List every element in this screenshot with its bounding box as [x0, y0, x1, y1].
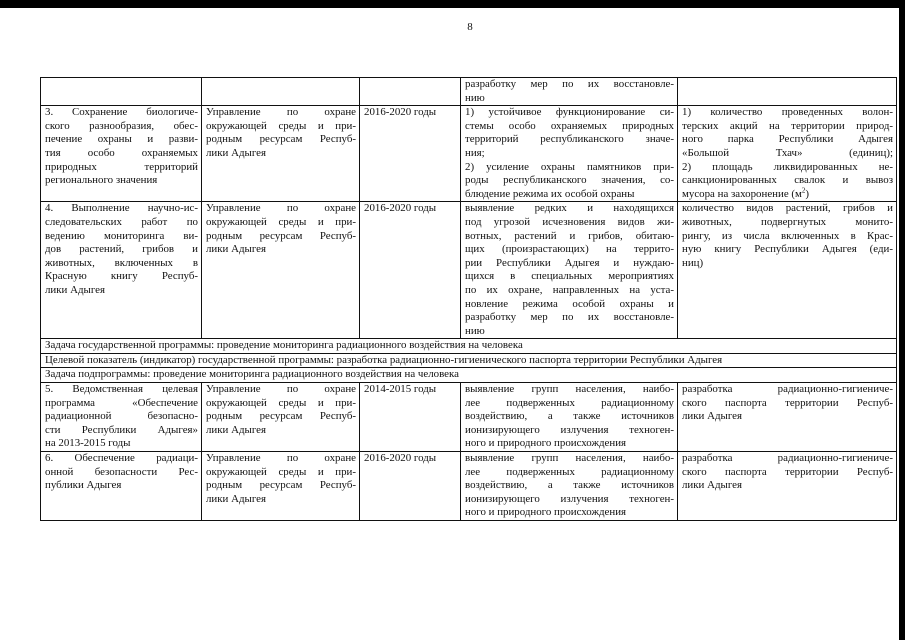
closing-paren: ) [805, 187, 810, 200]
page-number: 8 [467, 21, 473, 33]
cell-text-line: ния; [465, 146, 485, 159]
cell-text-line: новление режима особой охраны и [465, 297, 674, 310]
cell-text-line: публики Адыгея [45, 479, 122, 492]
table-cell-1 [41, 383, 202, 452]
cell-text-line: 5. Ведомственная целевая [45, 383, 198, 396]
table-cell-4 [461, 78, 678, 106]
cell-text-line: дов растений, грибов и [45, 243, 198, 256]
cell-text-line: нию [465, 91, 485, 104]
table-cell-5 [678, 78, 897, 106]
table-cell-3: 2016-2020 годы [360, 106, 461, 202]
cell-text-line: по их охране, направленных на уста- [465, 283, 674, 296]
cell-text-line: терских акций на территории природ- [682, 119, 893, 132]
cell-text-line: родным ресурсам Респуб- [206, 229, 356, 242]
cell-text-line: под угрозой исчезновения видов жи- [465, 215, 674, 228]
cell-text-line: родным ресурсам Респуб- [206, 479, 356, 492]
table-cell-4 [461, 452, 678, 521]
cell-text-line: Управление по охране [206, 106, 356, 119]
cell-text-line: лее подверженных радиационному [465, 396, 674, 409]
cell-text-line: Управление по охране [206, 383, 356, 396]
table-cell-4 [461, 106, 678, 202]
cell-text-line: нию [465, 324, 485, 337]
cell-text-line: выявление редких и находящихся [465, 202, 674, 215]
cell-text-line: родным ресурсам Респуб- [206, 133, 356, 146]
cell-text-line: Управление по охране [206, 202, 356, 215]
superscript: 2 [801, 186, 806, 195]
table-cell-3: 2016-2020 годы [360, 202, 461, 339]
cell-text-line: щихся в специальных мероприятиях [465, 270, 674, 283]
cell-text-line: роды республиканского значения, со- [465, 174, 674, 187]
cell-text-line: Красную книгу Респуб- [45, 270, 198, 283]
table-cell-2 [202, 78, 360, 106]
cell-text-line: лики Адыгея [206, 243, 266, 256]
cell-text-line: разработку мер по их восстановле- [465, 311, 674, 324]
cell-text-line: окружающей среды и при- [206, 119, 356, 132]
cell-text-line: 1) количество проведенных волон- [682, 106, 893, 119]
cell-text-line: санкционированных свалок и вывоз [682, 174, 893, 187]
table-cell-4 [461, 202, 678, 339]
table-row [41, 202, 897, 339]
cell-text-line: животных, подвергнутых монито- [682, 215, 893, 228]
table-cell-5 [678, 106, 897, 202]
table-cell-1 [41, 452, 202, 521]
table-cell-5 [678, 452, 897, 521]
cell-text-line: воздействию, а также источников [465, 410, 674, 423]
cell-text-line: мусора на захоронение $(м^2)$ [682, 186, 810, 200]
cell-text-line: лики Адыгея [206, 146, 266, 159]
measures-table [40, 77, 897, 521]
cell-text-line: 4. Выполнение научно-ис- [45, 202, 198, 215]
table-cell-3: 2014-2015 годы [360, 383, 461, 452]
cell-text-line: ского паспорта территории Респуб- [682, 465, 893, 478]
cell-text-line: лики Адыгея [682, 410, 742, 423]
cell-text-line: количество видов растений, грибов и [682, 202, 893, 215]
cell-text-line: радиационной безопасно- [45, 410, 198, 423]
cell-text-line: 3. Сохранение биологиче- [45, 106, 198, 119]
table-row [41, 383, 897, 452]
table-section-row [41, 339, 897, 354]
cell-text-line: разработка радиационно-гигиениче- [682, 383, 893, 396]
cell-text-line: лее подверженных радиационному [465, 465, 674, 478]
cell-text-line: 6. Обеспечение радиаци- [45, 452, 198, 465]
cell-text-line: ионизирующего излучения техноген- [465, 423, 674, 436]
cell-text-line: на 2013-2015 годы [45, 437, 131, 450]
cell-text-line: онной безопасности Рес- [45, 465, 198, 478]
cell-text-line: выявление групп населения, наибо- [465, 383, 674, 396]
cell-text-line: 2) площадь ликвидированных не- [682, 160, 893, 173]
cell-text-line: 2) усиление охраны памятников при- [465, 160, 674, 173]
cell-text-line: ную книгу Республики Адыгея (еди- [682, 243, 893, 256]
cell-text-line: воздействию, а также источников [465, 479, 674, 492]
cell-text-line: территорий республиканского значе- [465, 133, 674, 146]
cell-text-line: ского паспорта территории Респуб- [682, 396, 893, 409]
table-cell-5 [678, 202, 897, 339]
cell-text-line: следовательских работ по [45, 215, 198, 228]
cell-text-line: ионизирующего излучения техноген- [465, 492, 674, 505]
table-section-row [41, 353, 897, 368]
cell-text-line: стемы особо охраняемых природных [465, 119, 674, 132]
cell-text-line: «Большой Тхач» (единиц); [682, 146, 893, 159]
table-row [41, 106, 897, 202]
section-header-cell: Задача государственной программы: проведение мониторинга радиационного воздействия на человека [41, 339, 897, 354]
table-cell-2 [202, 452, 360, 521]
table-cell-3 [360, 78, 461, 106]
table-cell-1 [41, 78, 202, 106]
cell-text-line: родным ресурсам Респуб- [206, 410, 356, 423]
cell-text-line: печение охраны и разви- [45, 133, 198, 146]
cell-text-line: ного и природного происхождения [465, 437, 627, 450]
cell-text-line: окружающей среды и при- [206, 396, 356, 409]
cell-text-line: ного парка Республики Адыгея [682, 133, 893, 146]
cell-text-line: лики Адыгея [682, 479, 742, 492]
cell-text-line: сти Республики Адыгея» [45, 423, 198, 436]
cell-text-line: разработка радиационно-гигиениче- [682, 452, 893, 465]
cell-text-line: ниц) [682, 256, 704, 269]
table-section-row [41, 368, 897, 383]
table-row [41, 78, 897, 106]
cell-text-line: рингу, из числа включенных в Крас- [682, 229, 893, 242]
document-page [0, 8, 899, 640]
cell-text-line: программа «Обеспечение [45, 396, 198, 409]
cell-text-line: природных территорий [45, 160, 198, 173]
table-cell-5 [678, 383, 897, 452]
cell-text-line: рии Республики Адыгея и нуждаю- [465, 256, 674, 269]
cell-text-line: ведению мониторинга ви- [45, 229, 198, 242]
cell-text-line: ского разнообразия, обес- [45, 119, 198, 132]
section-header-cell: Целевой показатель (индикатор) государственной программы: разработка радиационно-гигиенического паспорта территории Республики Адыгея [41, 353, 897, 368]
cell-text-line: щих (произрастающих) на террито- [465, 243, 674, 256]
cell-text-line: ного и природного происхождения [465, 506, 627, 519]
cell-text-line: разработку мер по их восстановле- [465, 78, 674, 90]
cell-text-line: блюдение режима их особой охраны [465, 187, 635, 200]
cell-text-line: окружающей среды и при- [206, 215, 356, 228]
table-cell-3: 2016-2020 годы [360, 452, 461, 521]
table-cell-2 [202, 383, 360, 452]
cell-text-line: лики Адыгея [45, 283, 105, 296]
table-cell-2 [202, 106, 360, 202]
table-cell-1 [41, 202, 202, 339]
cell-text-line: Управление по охране [206, 452, 356, 465]
table-cell-1 [41, 106, 202, 202]
cell-text-line: тия особо охраняемых [45, 146, 198, 159]
table-cell-4 [461, 383, 678, 452]
cell-text-line: регионального значения [45, 174, 158, 187]
cell-text-line: лики Адыгея [206, 423, 266, 436]
cell-text-line: 1) устойчивое функционирование си- [465, 106, 674, 119]
cell-text-line: окружающей среды и при- [206, 465, 356, 478]
section-header-cell: Задача подпрограммы: проведение мониторинга радиационного воздействия на человека [41, 368, 897, 383]
cell-text-line: выявление групп населения, наибо- [465, 452, 674, 465]
table-cell-2 [202, 202, 360, 339]
table-body [41, 78, 897, 521]
cell-text-line: лики Адыгея [206, 492, 266, 505]
table-row [41, 452, 897, 521]
cell-text-line: вотных, растений и грибов, обитаю- [465, 229, 674, 242]
cell-text-line: животных, включенных в [45, 256, 198, 269]
